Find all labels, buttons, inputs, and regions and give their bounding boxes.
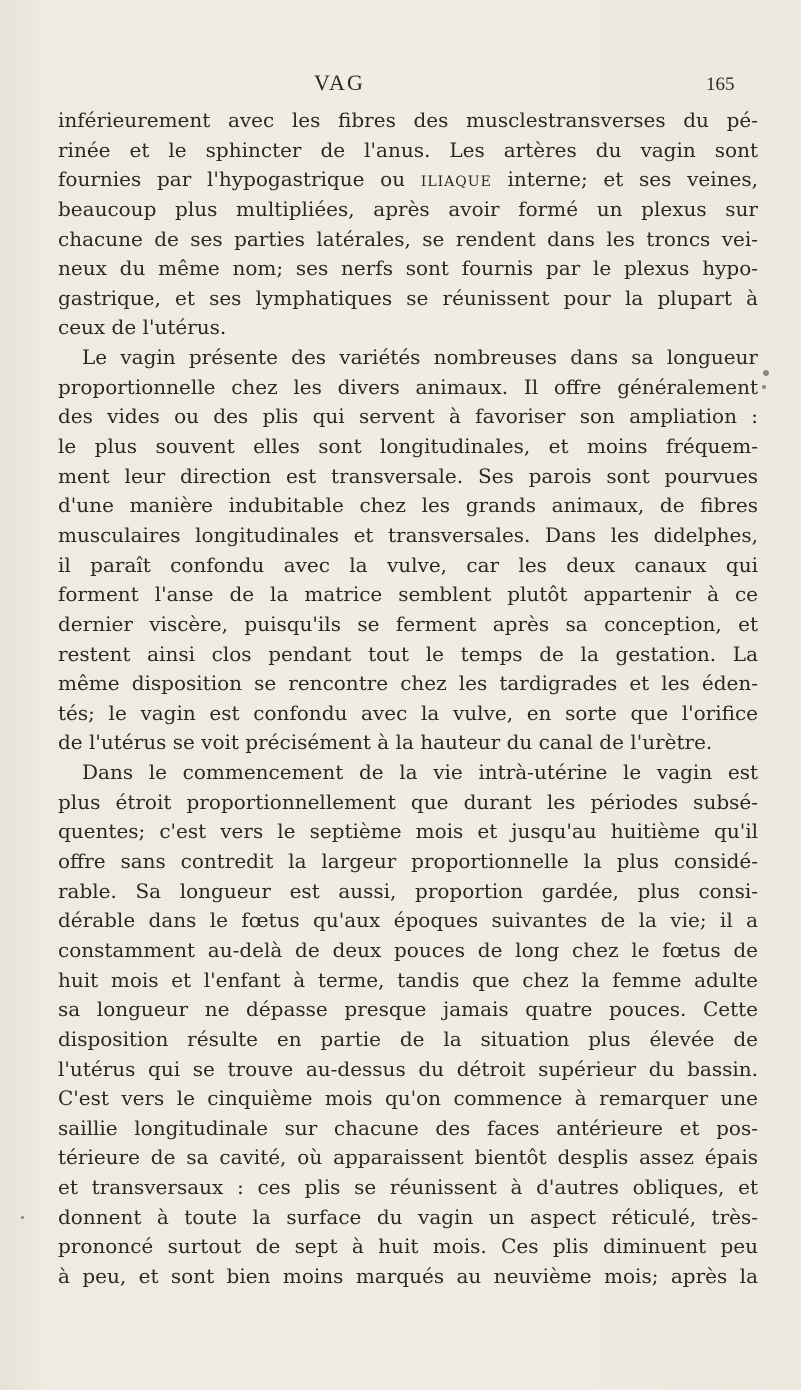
text-line: le plus souvent elles sont longitudinales, et moins fréquem- [58,434,758,459]
text-line: dernier viscère, puisqu'ils se ferment après sa conception, et [58,611,758,636]
ink-speck [21,1216,24,1219]
text-line: gastrique, et ses lymphatiques se réunissent pour la plupart à [58,285,758,310]
running-head: VAG [314,70,365,95]
text-line: dérable dans le fœtus qu'aux époques suivantes de la vie; il a [58,908,758,933]
text-line: chacune de ses parties latérales, se rendent dans les troncs vei- [58,226,758,251]
page-number: 165 [706,74,735,95]
text-line: disposition résulte en partie de la situation plus élevée de [58,1026,758,1051]
text-line: sa longueur ne dépasse presque jamais quatre pouces. Cette [58,997,758,1022]
smallcaps-term: iliaque [420,167,492,192]
text-line: à peu, et sont bien moins marqués au neuvième mois; après la [58,1263,758,1288]
text-line: inférieurement avec les fibres des musclestransverses du pé- [58,108,758,132]
text-line: l'utérus qui se trouve au-dessus du détroit supérieur du bassin. [58,1056,758,1081]
text-line: plus étroit proportionnellement que durant les périodes subsé- [58,789,758,814]
ink-speck [763,370,769,376]
text-line: rable. Sa longueur est aussi, proportion gardée, plus consi- [58,878,758,903]
text-line: térieure de sa cavité, où apparaissent bientôt desplis assez épais [58,1145,758,1170]
text-line: musculaires longitudinales et transversales. Dans les didelphes, [58,522,758,547]
text-line: proportionnelle chez les divers animaux. Il offre généralement [58,374,758,399]
text-line: rinée et le sphincter de l'anus. Les artères du vagin sont [58,137,758,162]
text-line: de l'utérus se voit précisément à la hauteur du canal de l'urètre. [58,730,713,755]
text-line: beaucoup plus multipliées, après avoir formé un plexus sur [58,196,758,221]
text-line: ment leur direction est transversale. Ses parois sont pourvues [58,463,758,488]
ink-speck [762,385,766,389]
text-line: C'est vers le cinquième mois qu'on commence à remarquer une [58,1086,758,1111]
text-line: d'une manière indubitable chez les grands animaux, de fibres [58,493,758,518]
text-fragment: interne; et ses veines, [491,167,758,192]
body-text [58,106,758,1292]
text-line: prononcé surtout de sept à huit mois. Ces plis diminuent peu [58,1234,758,1259]
text-line: des vides ou des plis qui servent à favoriser son ampliation : [58,404,758,429]
text-line: forment l'anse de la matrice semblent plutôt appartenir à ce [58,582,758,607]
text-line: huit mois et l'enfant à terme, tandis que chez la femme adulte [58,967,758,992]
text-line: constamment au-delà de deux pouces de long chez le fœtus de [58,937,758,962]
text-line: donnent à toute la surface du vagin un aspect réticulé, très- [58,1204,758,1229]
text-line: restent ainsi clos pendant tout le temps de la gestation. La [58,641,758,666]
text-line: neux du même nom; ses nerfs sont fournis par le plexus hypo- [58,256,758,281]
text-fragment: fournies par l'hypogastrique ou [58,167,421,192]
text-line: et transversaux : ces plis se réunissent à d'autres obliques, et [58,1175,758,1200]
text-line: ceux de l'utérus. [58,315,227,340]
text-line: saillie longitudinale sur chacune des faces antérieure et pos- [58,1115,758,1140]
text-line: même disposition se rencontre chez les tardigrades et les éden- [58,671,758,696]
text-line: il paraît confondu avec la vulve, car les deux canaux qui [58,552,758,577]
page-header [0,70,801,100]
text-line [58,165,758,195]
text-line: Dans le commencement de la vie intrà-utérine le vagin est [82,760,758,785]
text-line: Le vagin présente des variétés nombreuses dans sa longueur [82,345,758,370]
text-line: offre sans contredit la largeur proportionnelle la plus considé- [58,849,758,874]
text-line: quentes; c'est vers le septième mois et jusqu'au huitième qu'il [58,819,758,844]
text-line: tés; le vagin est confondu avec la vulve, en sorte que l'orifice [58,700,758,725]
